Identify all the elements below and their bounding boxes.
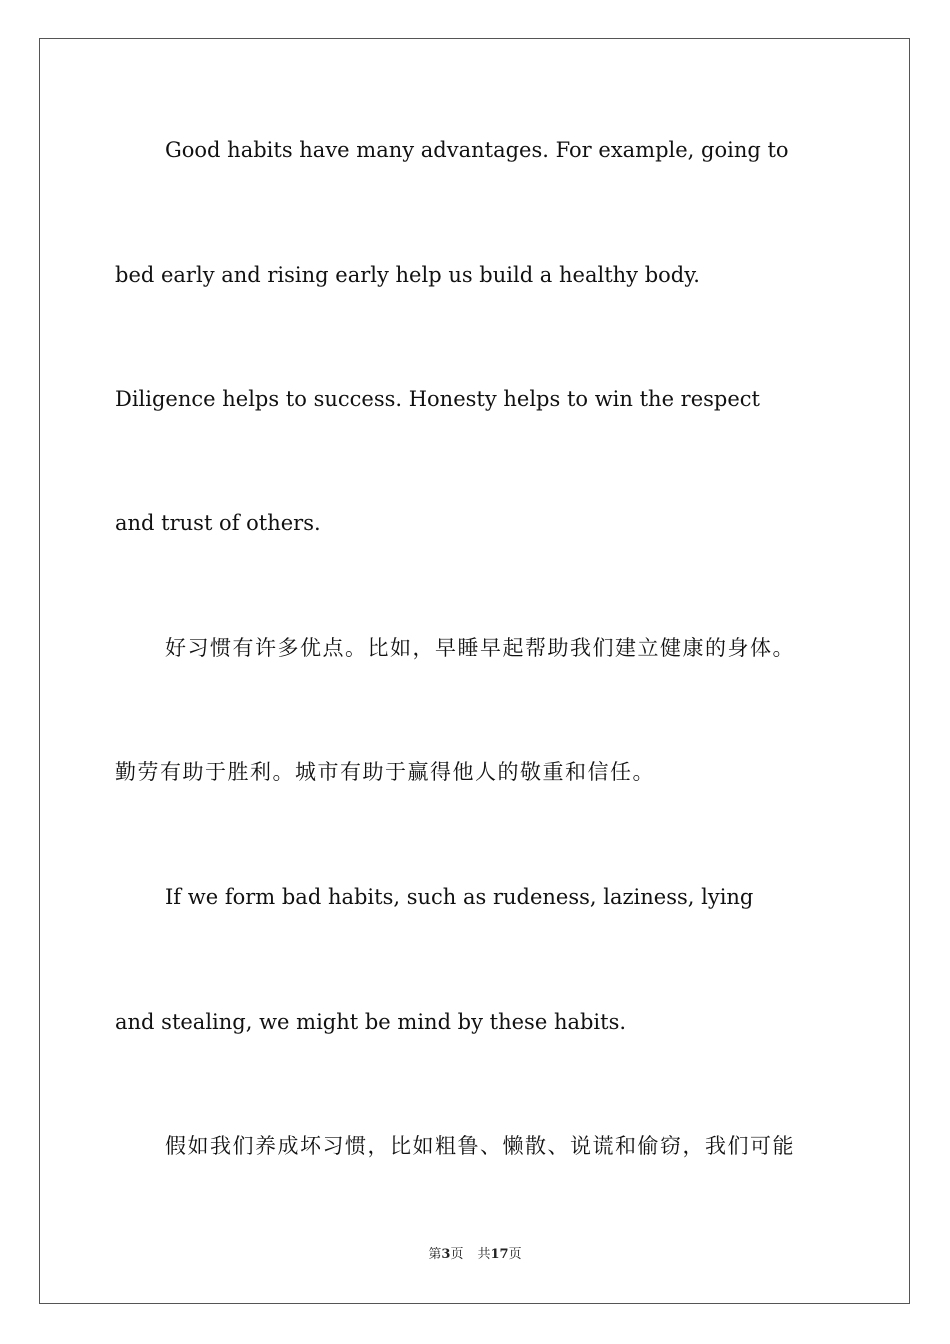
text-line: 勤劳有助于胜利。城市有助于赢得他人的敬重和信任。 (115, 760, 655, 784)
text-line: If we form bad habits, such as rudeness, laziness, lying (165, 885, 754, 909)
text-line: and stealing, we might be mind by these habits. (115, 1010, 627, 1034)
page-number: 3 (441, 1247, 451, 1262)
text-line: 好习惯有许多优点。比如，早睡早起帮助我们建立健康的身体。 (165, 636, 795, 660)
page-suffix: 页 (450, 1247, 464, 1262)
total-prefix: 共 (477, 1247, 491, 1262)
text-line: and trust of others. (115, 511, 321, 535)
page-border (39, 38, 910, 1304)
total-pages: 17 (490, 1247, 509, 1262)
page-footer (0, 1247, 950, 1263)
text-line: bed early and rising early help us build a healthy body. (115, 263, 700, 287)
page-prefix: 第 (428, 1247, 442, 1262)
text-line: Diligence helps to success. Honesty helps to win the respect (115, 387, 760, 411)
text-line: Good habits have many advantages. For example, going to (165, 138, 789, 162)
text-line: 假如我们养成坏习惯，比如粗鲁、懒散、说谎和偷窃，我们可能 (165, 1134, 795, 1158)
total-suffix: 页 (508, 1247, 522, 1262)
